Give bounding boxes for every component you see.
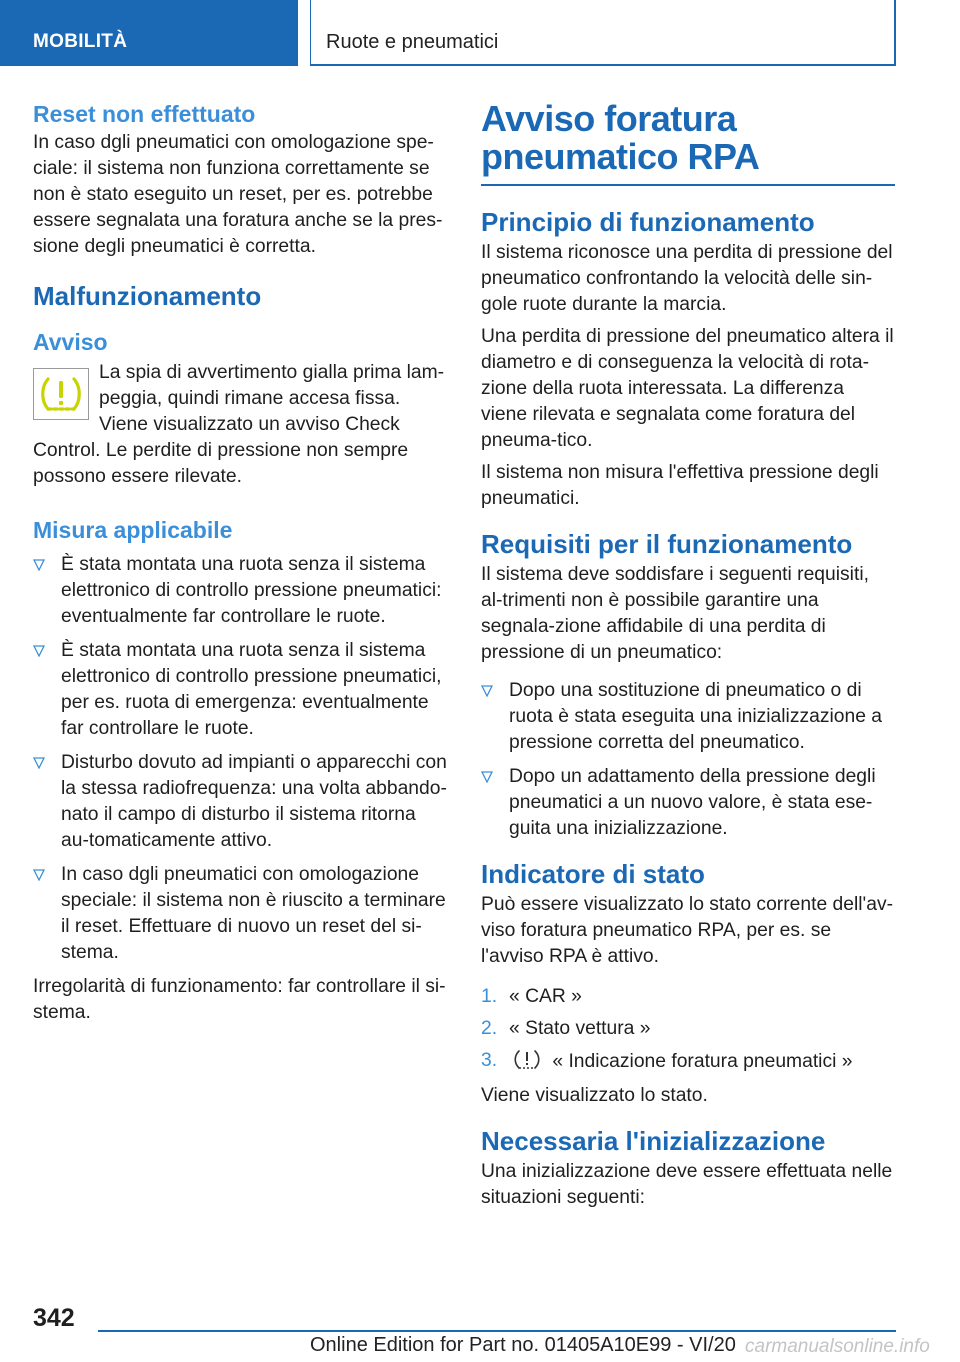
triangle-bullet-icon [481, 771, 493, 783]
measure-heading: Misura applicabile [33, 517, 233, 543]
list-item [33, 750, 447, 854]
main-heading: Avviso foratura pneumatico RPA [481, 100, 895, 186]
warning-block [33, 360, 447, 490]
edition-text: Online Edition for Part no. 01405A10E99 - VI/20 [310, 1334, 736, 1356]
page-footer [0, 1296, 960, 1362]
status-result: Viene visualizzato lo stato. [481, 1085, 708, 1106]
list-item [481, 1048, 895, 1075]
list-item-text: Disturbo dovuto ad impianti o apparecchi con la stessa radiofrequenza: una volta abbando-nato il campo di disturbo il sistema ritorna au-tomaticamente attivo. [61, 752, 447, 851]
requirements-heading: Requisiti per il funzionamento [481, 529, 853, 559]
triangle-bullet-icon [33, 869, 45, 881]
list-item [33, 552, 447, 630]
chapter-title: Ruote e pneumatici [310, 0, 896, 66]
warning-heading: Avviso [33, 329, 108, 355]
principle-paragraph-1: Il sistema riconosce una perdita di pressione del pneumatico confrontando la velocità delle sin-gole ruote durante la marcia. [481, 242, 893, 315]
list-item-text: In caso dgli pneumatici con omologazione speciale: il sistema non è riuscito a terminare il reset. Effettuare di nuovo un reset del si-stema. [61, 864, 446, 963]
measure-list [33, 552, 447, 966]
triangle-bullet-icon [481, 685, 493, 697]
step-text: « Indicazione foratura pneumatici » [552, 1051, 853, 1072]
warning-text: La spia di avvertimento gialla prima lam-peggia, quindi rimane accesa fissa. Viene visualizzato un avviso Check Control. Le perdite di pressione non sempre possono essere rilevate. [33, 362, 445, 487]
list-item [33, 638, 447, 742]
reset-text: In caso dgli pneumatici con omologazione spe-ciale: il sistema non funziona correttamente se non è stato eseguito un reset, per es. potrebbe essere segnalata una foratura anche se la pres-sione degli pneumatici è corretta. [33, 132, 443, 257]
init-text: Una inizializzazione deve essere effettuata nelle situazioni seguenti: [481, 1161, 893, 1208]
footer-divider [98, 1330, 896, 1332]
status-steps [481, 984, 895, 1075]
triangle-bullet-icon [33, 757, 45, 769]
step-number: 2. [481, 1018, 498, 1039]
list-item [481, 1016, 895, 1042]
tire-pressure-warning-icon [33, 368, 89, 420]
right-column [481, 100, 895, 1217]
list-item-text: Dopo un adattamento della pressione degli pneumatici a un nuovo valore, è stata ese-guita una inizializzazione. [509, 766, 876, 839]
triangle-bullet-icon [33, 559, 45, 571]
step-number: 1. [481, 986, 498, 1007]
left-column [33, 100, 447, 1032]
reset-heading: Reset non effettuato [33, 101, 256, 127]
malfunction-heading: Malfunzionamento [33, 281, 262, 311]
init-heading: Necessaria l'inizializzazione [481, 1126, 826, 1156]
triangle-bullet-icon [33, 645, 45, 657]
list-item-text: Dopo una sostituzione di pneumatico o di ruota è stata eseguita una inizializzazione a pressione corretta del pneumatico. [509, 680, 883, 753]
list-item-text: È stata montata una ruota senza il sistema elettronico di controllo pressione pneumatici, per es. ruota di emergenza: eventualmente far controllare le ruote. [61, 640, 442, 739]
step-text: « CAR » [509, 986, 582, 1007]
page-number: 342 [33, 1304, 75, 1332]
list-item [481, 764, 895, 842]
step-text: « Stato vettura » [509, 1018, 651, 1039]
irregularity-text: Irregolarità di funzionamento: far controllare il si-stema. [33, 976, 446, 1023]
list-item [33, 862, 447, 966]
status-heading: Indicatore di stato [481, 859, 705, 889]
list-item [481, 984, 895, 1010]
principle-paragraph-3: Il sistema non misura l'effettiva pressione degli pneumatici. [481, 462, 879, 509]
watermark: carmanualsonline.info [745, 1336, 930, 1357]
status-text: Può essere visualizzato lo stato corrente dell'av-viso foratura pneumatico RPA, per es. se l'avviso RPA è attivo. [481, 894, 894, 967]
section-tab: MOBILITÀ [0, 0, 298, 66]
tire-pressure-icon [513, 1048, 541, 1070]
principle-heading: Principio di funzionamento [481, 207, 815, 237]
list-item-text: È stata montata una ruota senza il sistema elettronico di controllo pressione pneumatici: eventualmente far controllare le ruote. [61, 554, 442, 627]
requirements-text: Il sistema deve soddisfare i seguenti requisiti, al-trimenti non è possibile garantire una segnala-zione affidabile di una perdita di pressione di un pneumatico: [481, 564, 869, 663]
step-number: 3. [481, 1050, 498, 1071]
page-header [0, 0, 960, 66]
list-item [481, 678, 895, 756]
principle-paragraph-2: Una perdita di pressione del pneumatico altera il diametro e di conseguenza la velocità di rota-zione della ruota interessata. La differenza viene rilevata e segnalata come foratura del pneuma-tico. [481, 326, 894, 451]
requirements-list [481, 678, 895, 842]
